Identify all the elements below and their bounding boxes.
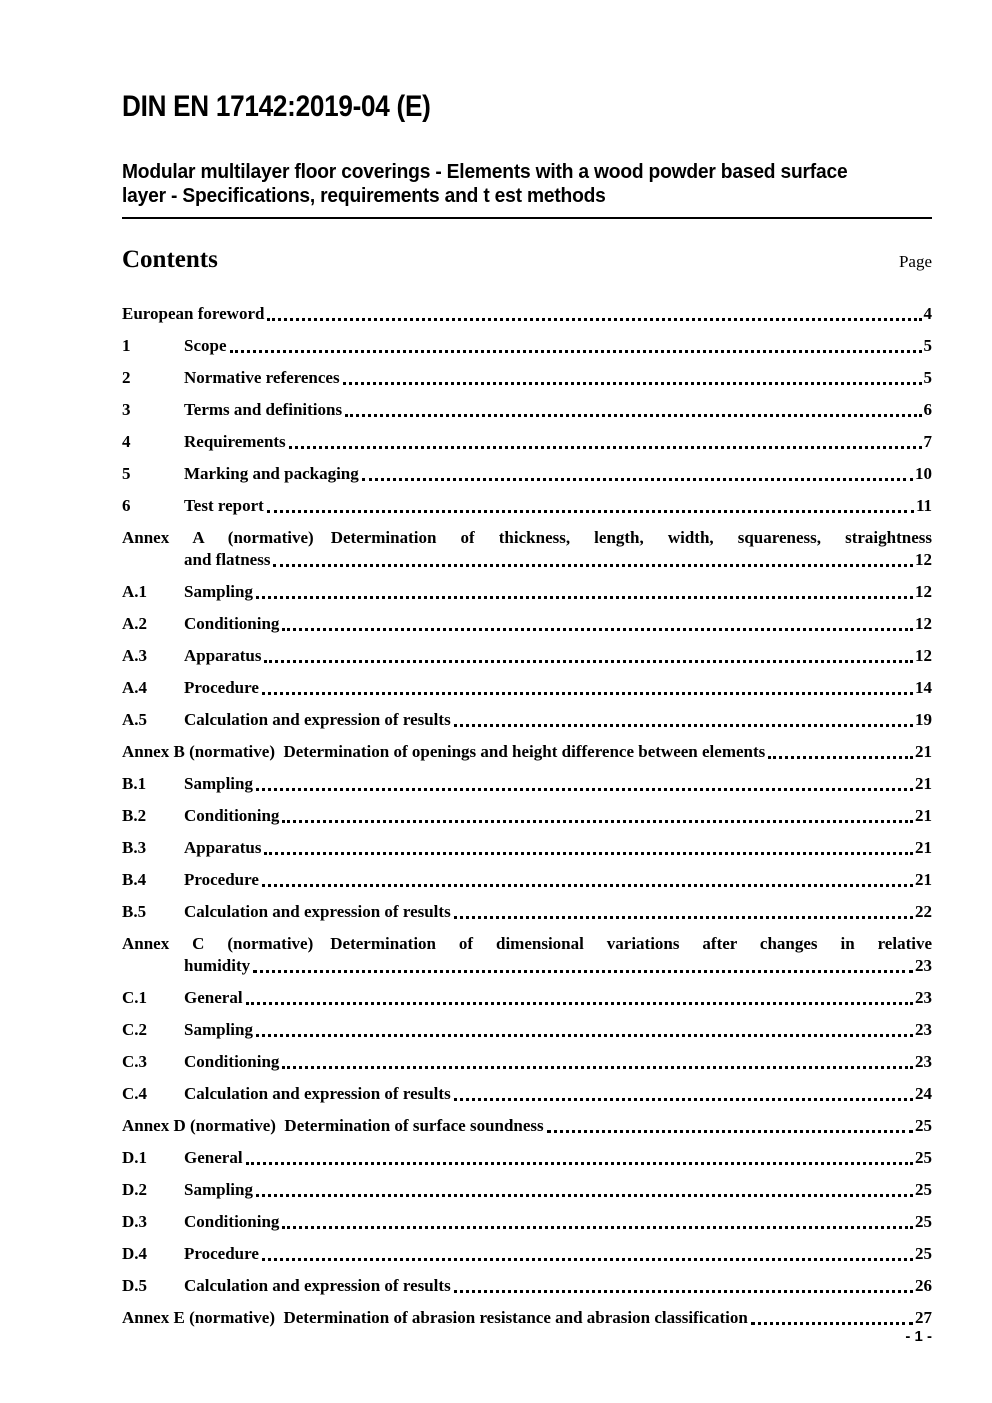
toc-entry-continuation — [122, 549, 932, 570]
toc-entry-number: B.5 — [122, 902, 147, 921]
toc-entry-page: 6 — [923, 400, 932, 419]
dotted-leader — [282, 628, 913, 631]
dotted-leader — [273, 564, 913, 567]
doc-code-text: DIN EN 17142:2019-04 (E) — [122, 90, 431, 123]
toc-entry — [122, 1019, 932, 1040]
toc-entry-label: Conditioning — [184, 806, 280, 825]
toc-entry-page: 23 — [915, 1052, 932, 1071]
toc-entry-number: A.3 — [122, 646, 148, 665]
toc-entry-number: C.1 — [122, 988, 148, 1007]
toc-entry-label: General — [184, 1148, 243, 1167]
toc-entry — [122, 741, 932, 762]
toc-entry — [122, 773, 932, 794]
toc-entry-page: 24 — [915, 1084, 932, 1103]
toc-entry-label: Marking and packaging — [184, 464, 359, 483]
dotted-leader — [751, 1322, 913, 1325]
toc-entry — [122, 399, 932, 420]
toc-entry — [122, 1243, 932, 1264]
toc-entry-number: B.2 — [122, 806, 147, 825]
dotted-leader — [282, 1226, 913, 1229]
toc-list — [122, 303, 932, 1339]
toc-entry-label: Conditioning — [184, 1052, 280, 1071]
toc-entry — [122, 303, 932, 324]
dotted-leader — [256, 596, 913, 599]
dotted-leader — [264, 852, 913, 855]
toc-entry — [122, 837, 932, 858]
dotted-leader — [246, 1002, 913, 1005]
toc-entry-number: B.1 — [122, 774, 147, 793]
toc-entry-number: D.5 — [122, 1276, 148, 1295]
toc-entry-page: 23 — [915, 956, 932, 975]
toc-entry-page: 11 — [915, 496, 932, 515]
toc-entry-number: 3 — [122, 400, 131, 419]
toc-entry-number: A.4 — [122, 678, 148, 697]
toc-entry — [122, 1211, 932, 1232]
toc-entry — [122, 1051, 932, 1072]
toc-entry-number: A.2 — [122, 614, 148, 633]
toc-entry-page: 22 — [915, 902, 932, 921]
toc-entry-number: C.3 — [122, 1052, 148, 1071]
toc-entry — [122, 805, 932, 826]
toc-entry — [122, 431, 932, 452]
toc-entry-label: Sampling — [184, 1180, 253, 1199]
toc-entry-page: 19 — [915, 710, 932, 729]
toc-entry — [122, 933, 932, 976]
toc-entry — [122, 869, 932, 890]
toc-entry-page: 21 — [915, 774, 932, 793]
toc-entry-page: 21 — [915, 838, 932, 857]
dotted-leader — [768, 756, 913, 759]
toc-entry-label: and flatness — [184, 550, 271, 569]
toc-entry — [122, 1307, 932, 1328]
toc-entry-number: 4 — [122, 432, 131, 451]
toc-entry-page: 25 — [915, 1212, 932, 1231]
toc-entry-page: 10 — [915, 464, 932, 483]
toc-entry-label: Terms and definitions — [184, 400, 343, 419]
contents-heading: Contents — [122, 246, 218, 273]
toc-entry-page: 23 — [915, 988, 932, 1007]
toc-entry-label: Procedure — [184, 1244, 259, 1263]
dotted-leader — [262, 692, 913, 695]
dotted-leader — [230, 350, 922, 353]
page-column-label: Page — [898, 252, 932, 271]
dotted-leader — [454, 1098, 913, 1101]
dotted-leader — [289, 446, 922, 449]
toc-entry-continuation — [122, 955, 932, 976]
toc-entry-label: Sampling — [184, 774, 253, 793]
toc-entry-page: 21 — [915, 742, 932, 761]
dotted-leader — [547, 1130, 913, 1133]
dotted-leader — [454, 916, 913, 919]
dotted-leader — [256, 1034, 913, 1037]
toc-entry — [122, 335, 932, 356]
toc-entry — [122, 463, 932, 484]
toc-entry-number: D.3 — [122, 1212, 148, 1231]
toc-entry-page: 5 — [923, 336, 932, 355]
toc-entry-page: 7 — [923, 432, 932, 451]
toc-entry-number: D.4 — [122, 1244, 148, 1263]
toc-entry-page: 12 — [915, 614, 932, 633]
toc-entry-label: Normative references — [184, 368, 340, 387]
toc-entry-label: General — [184, 988, 243, 1007]
toc-entry-number: 2 — [122, 368, 131, 387]
toc-entry-label: Requirements — [184, 432, 286, 451]
dotted-leader — [264, 660, 913, 663]
toc-entry-label: Conditioning — [184, 614, 280, 633]
toc-entry — [122, 367, 932, 388]
toc-entry-page: 12 — [915, 582, 932, 601]
toc-entry — [122, 987, 932, 1008]
toc-entry-number: D.2 — [122, 1180, 148, 1199]
dotted-leader — [262, 884, 913, 887]
toc-entry — [122, 1147, 932, 1168]
toc-entry — [122, 1115, 932, 1136]
toc-entry-label: Annex E (normative) Determination of abrasion resistance and abrasion classification — [122, 1308, 748, 1327]
toc-entry — [122, 1179, 932, 1200]
toc-entry-page: 5 — [923, 368, 932, 387]
toc-entry — [122, 1083, 932, 1104]
toc-entry-label: Calculation and expression of results — [184, 1084, 451, 1103]
toc-entry — [122, 527, 932, 570]
toc-entry-label: Calculation and expression of results — [184, 1276, 451, 1295]
toc-entry-page: 14 — [915, 678, 932, 697]
toc-entry-label: Procedure — [184, 678, 259, 697]
dotted-leader — [345, 414, 921, 417]
toc-entry-label: humidity — [184, 956, 251, 975]
toc-entry-page: 4 — [923, 304, 932, 323]
toc-entry-page: 21 — [915, 870, 932, 889]
toc-entry-label: Sampling — [184, 1020, 253, 1039]
toc-entry — [122, 495, 932, 516]
dotted-leader — [256, 788, 913, 791]
footer-page-number: - 1 - — [905, 1328, 932, 1345]
dotted-leader — [262, 1258, 913, 1261]
toc-entry — [122, 613, 932, 634]
toc-entry-page: 12 — [915, 550, 932, 569]
dotted-leader — [246, 1162, 913, 1165]
toc-entry-number: 1 — [122, 336, 131, 355]
toc-entry — [122, 581, 932, 602]
toc-entry-page: 21 — [915, 806, 932, 825]
toc-entry-number: B.4 — [122, 870, 147, 889]
toc-entry-number: C.4 — [122, 1084, 148, 1103]
toc-entry-page: 25 — [915, 1180, 932, 1199]
doc-title — [122, 160, 932, 219]
toc-entry-number: C.2 — [122, 1020, 148, 1039]
dotted-leader — [454, 724, 913, 727]
toc-entry-label: Test report — [184, 496, 264, 515]
toc-entry — [122, 1275, 932, 1296]
doc-code — [122, 90, 477, 124]
toc-entry-label: Calculation and expression of results — [184, 710, 451, 729]
toc-entry-label: Apparatus — [184, 646, 262, 665]
dotted-leader — [362, 478, 913, 481]
toc-entry-page: 12 — [915, 646, 932, 665]
toc-entry — [122, 677, 932, 698]
toc-entry-label: Annex C (normative) Determination of dimensional variations after changes in relative — [122, 934, 932, 953]
toc-entry-number: D.1 — [122, 1148, 148, 1167]
toc-entry — [122, 901, 932, 922]
doc-title-line-2: layer - Specifications, requirements and t est methods — [122, 185, 606, 207]
toc-entry-label: Sampling — [184, 582, 253, 601]
toc-entry — [122, 645, 932, 666]
toc-entry-page: 25 — [915, 1244, 932, 1263]
toc-entry-page: 26 — [915, 1276, 932, 1295]
toc-entry-page: 25 — [915, 1116, 932, 1135]
toc-entry-page: 25 — [915, 1148, 932, 1167]
toc-entry-label: Annex D (normative) Determination of surface soundness — [122, 1116, 544, 1135]
toc-entry-label: Annex A (normative) Determination of thickness, length, width, squareness, straightness — [122, 528, 932, 547]
toc-entry-label: Annex B (normative) Determination of openings and height difference between elements — [122, 742, 766, 761]
toc-entry-label: Procedure — [184, 870, 259, 889]
doc-title-line-1: Modular multilayer floor coverings - Elements with a wood powder based surface — [122, 161, 848, 183]
dotted-leader — [267, 318, 921, 321]
dotted-leader — [267, 510, 914, 513]
toc-entry-number: 5 — [122, 464, 131, 483]
toc-entry-label: Calculation and expression of results — [184, 902, 451, 921]
dotted-leader — [454, 1290, 913, 1293]
toc-entry-label: Apparatus — [184, 838, 262, 857]
contents-header-row — [122, 246, 932, 274]
dotted-leader — [256, 1194, 913, 1197]
toc-entry-label: European foreword — [122, 304, 265, 323]
dotted-leader — [282, 1066, 913, 1069]
dotted-leader — [282, 820, 913, 823]
dotted-leader — [253, 970, 913, 973]
toc-entry-page: 23 — [915, 1020, 932, 1039]
toc-entry-page: 27 — [915, 1308, 932, 1327]
toc-entry-number: B.3 — [122, 838, 147, 857]
toc-entry-label: Scope — [184, 336, 227, 355]
toc-entry-number: 6 — [122, 496, 131, 515]
toc-entry-number: A.5 — [122, 710, 148, 729]
toc-entry-number: A.1 — [122, 582, 148, 601]
toc-entry-label: Conditioning — [184, 1212, 280, 1231]
toc-entry — [122, 709, 932, 730]
dotted-leader — [343, 382, 922, 385]
